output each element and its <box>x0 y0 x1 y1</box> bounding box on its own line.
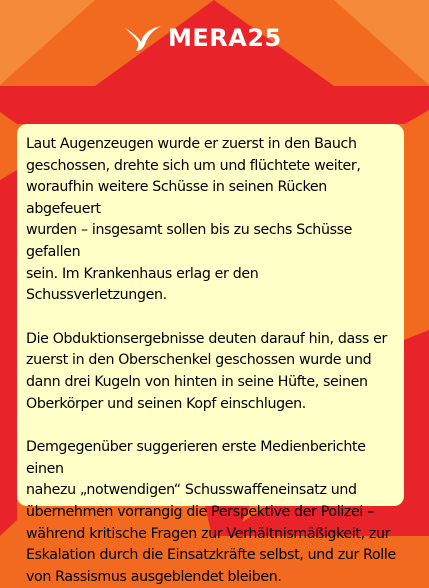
swallow-bird-icon <box>124 24 162 52</box>
text-card <box>17 124 404 585</box>
brand-logo <box>124 24 282 52</box>
brand-name: MERA25 <box>168 24 282 52</box>
left-red-triangle <box>0 170 17 536</box>
paragraph-eyewitness: Laut Augenzeugen wurde er zuerst in den Bauch geschossen, drehte sich um und flüchtete weiter, woraufhin weitere Schüsse in seinen Rücken abgefeuert wurden – insgesamt sollen bis zu sechs Schüsse gefallen sein. Im Krankenhaus erlag er den Schussverletzungen. <box>26 136 361 304</box>
paragraph-media: Demgegenüber suggerieren erste Medienberichte einen nahezu „notwendigen“ Schusswaffeneinsatz und übernehmen vorrangig die Perspektive der Polizei – während kritische Fragen zur Verhältnismäßigkeit, zur Eskalation durch die Einsatzkräfte selbst, und zur Rolle von Rassismus ausgeblendet bleiben. <box>26 439 396 585</box>
paragraph-autopsy: Die Obduktionsergebnisse deuten darauf hin, dass er zuerst in den Oberschenkel geschossen wurde und dann drei Kugeln von hinten in seine Hüfte, seinen Oberkörper und seinen Kopf einschlugen. <box>26 330 387 412</box>
header <box>0 0 429 86</box>
